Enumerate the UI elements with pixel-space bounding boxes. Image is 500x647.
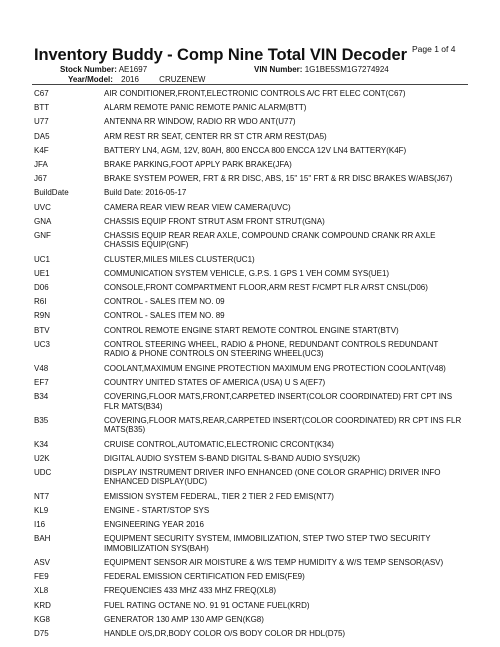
option-code: BuildDate — [34, 188, 69, 198]
option-description: ENGINE - START/STOP SYS — [104, 505, 210, 515]
option-description: CHASSIS EQUIP REAR REAR AXLE, COMPOUND CRANK COMPOUND CRANK RR AXLE CHASSIS EQUIP(GNF) — [104, 230, 436, 250]
option-code: B35 — [34, 415, 49, 425]
option-row — [34, 160, 474, 170]
option-code: NT7 — [34, 491, 50, 501]
option-code: JFA — [34, 159, 48, 169]
option-row — [34, 454, 474, 464]
year-value: 2016 — [121, 75, 139, 84]
option-row — [34, 146, 474, 156]
option-code: U77 — [34, 117, 49, 127]
vin-number-value: 1G1BE5SM1G7274924 — [304, 65, 389, 74]
model-value: CRUZENEW — [159, 75, 206, 84]
option-row — [34, 558, 474, 568]
option-code: D75 — [34, 628, 49, 638]
option-code: DA5 — [34, 131, 50, 141]
option-description: GENERATOR 130 AMP 130 AMP GEN(KG8) — [104, 614, 264, 624]
option-row — [34, 492, 474, 502]
option-row — [34, 572, 474, 582]
header-divider — [32, 84, 468, 85]
option-row — [34, 283, 474, 293]
option-description: BRAKE PARKING,FOOT APPLY PARK BRAKE(JFA) — [104, 159, 292, 169]
option-description: FUEL RATING OCTANE NO. 91 91 OCTANE FUEL(KRD) — [104, 600, 310, 610]
option-description: BRAKE SYSTEM POWER, FRT & RR DISC, ABS, 15" 15" FRT & RR DISC BRAKES W/ABS(J67) — [104, 174, 453, 184]
option-description: COVERING,FLOOR MATS,REAR,CARPETED INSERT(COLOR COORDINATED) RR CPT INS FLR MATS(B35) — [104, 415, 462, 435]
option-description: CHASSIS EQUIP FRONT STRUT ASM FRONT STRUT(GNA) — [104, 216, 325, 226]
option-description: AIR CONDITIONER,FRONT,ELECTRONIC CONTROLS A/C FRT ELEC CONT(C67) — [104, 89, 406, 98]
option-code: U2K — [34, 453, 50, 463]
option-row — [34, 132, 474, 142]
option-description: ENGINEERING YEAR 2016 — [104, 520, 204, 530]
stock-number — [60, 65, 147, 74]
option-description: DISPLAY INSTRUMENT DRIVER INFO ENHANCED (ONE COLOR GRAPHIC) DRIVER INFO ENHANCED DISPLAY(UDC) — [104, 467, 441, 487]
option-description: FREQUENCIES 433 MHZ 433 MHZ FREQ(XL8) — [104, 586, 277, 596]
option-description: ANTENNA RR WINDOW, RADIO RR WDO ANT(U77) — [104, 117, 296, 127]
option-code: UDC — [34, 467, 52, 477]
option-row — [34, 534, 474, 553]
option-row — [34, 378, 474, 388]
option-row — [34, 326, 474, 336]
option-row — [34, 231, 474, 250]
option-code: K34 — [34, 439, 49, 449]
option-row — [34, 297, 474, 307]
option-code: FE9 — [34, 572, 49, 582]
option-description: FEDERAL EMISSION CERTIFICATION FED EMIS(FE9) — [104, 572, 305, 582]
option-code: UC3 — [34, 339, 51, 349]
option-row — [34, 601, 474, 611]
option-description: CONTROL - SALES ITEM NO. 09 — [104, 297, 225, 307]
option-row — [34, 269, 474, 279]
option-row — [34, 364, 474, 374]
option-row — [34, 440, 474, 450]
option-row — [34, 468, 474, 487]
option-row — [34, 340, 474, 359]
option-row — [34, 117, 474, 127]
option-code: ASV — [34, 558, 51, 567]
option-code: D06 — [34, 283, 49, 293]
option-code: V48 — [34, 363, 49, 373]
option-row — [34, 416, 474, 435]
option-description: CAMERA REAR VIEW REAR VIEW CAMERA(UVC) — [104, 202, 291, 212]
option-description: DIGITAL AUDIO SYSTEM S-BAND DIGITAL S-BAND AUDIO SYS(U2K) — [104, 453, 361, 463]
option-code: BTV — [34, 325, 50, 335]
option-description: HANDLE O/S,DR,BODY COLOR O/S BODY COLOR DR HDL(D75) — [104, 628, 346, 638]
option-code: GNA — [34, 216, 52, 226]
option-description: CONTROL - SALES ITEM NO. 89 — [104, 311, 225, 321]
option-row — [34, 392, 474, 411]
option-code: J67 — [34, 174, 47, 184]
option-code: GNF — [34, 230, 51, 240]
option-description: EQUIPMENT SENSOR AIR MOISTURE & W/S TEMP HUMIDITY & W/S TEMP SENSOR(ASV) — [104, 558, 444, 567]
option-description: CLUSTER,MILES MILES CLUSTER(UC1) — [104, 254, 255, 264]
year-model — [68, 75, 205, 84]
option-code: C67 — [34, 89, 49, 98]
option-code: B34 — [34, 391, 49, 401]
option-row — [34, 615, 474, 625]
option-row — [34, 203, 474, 213]
year-model-label: Year/Model: — [68, 75, 113, 84]
option-row — [34, 506, 474, 516]
option-description: EMISSION SYSTEM FEDERAL, TIER 2 TIER 2 FED EMIS(NT7) — [104, 491, 334, 501]
option-description: Build Date: 2016-05-17 — [104, 188, 187, 198]
option-code: R9N — [34, 311, 51, 321]
vin-number-label: VIN Number: — [254, 65, 303, 74]
option-description: COUNTRY UNITED STATES OF AMERICA (USA) U S A(EF7) — [104, 377, 326, 387]
option-code: EF7 — [34, 377, 49, 387]
option-row — [34, 311, 474, 321]
option-code-list — [34, 89, 474, 643]
option-code: UC1 — [34, 254, 51, 264]
option-description: ALARM REMOTE PANIC REMOTE PANIC ALARM(BTT) — [104, 103, 307, 113]
option-code: BAH — [34, 534, 51, 544]
option-code: R6I — [34, 297, 47, 307]
option-description: EQUIPMENT SECURITY SYSTEM, IMMOBILIZATION, STEP TWO STEP TWO SECURITY IMMOBILIZATION SYS(BAH) — [104, 534, 431, 553]
option-description: COMMUNICATION SYSTEM VEHICLE, G.P.S. 1 GPS 1 VEH COMM SYS(UE1) — [104, 268, 390, 278]
option-code: KRD — [34, 600, 51, 610]
option-code: UVC — [34, 202, 51, 212]
option-row — [34, 217, 474, 227]
stock-number-value: AE1697 — [118, 65, 148, 74]
document-title: Inventory Buddy - Comp Nine Total VIN Decoder — [34, 46, 407, 64]
option-description: CRUISE CONTROL,AUTOMATIC,ELECTRONIC CRCONT(K34) — [104, 439, 334, 449]
stock-number-label: Stock Number: — [60, 65, 117, 74]
option-code: BTT — [34, 103, 50, 113]
option-description: CONTROL STEERING WHEEL, RADIO & PHONE, REDUNDANT CONTROLS REDUNDANT RADIO & PHONE CONTROLS ON STEERING WHEEL(UC3) — [104, 339, 439, 359]
option-row — [34, 629, 474, 639]
page-number: Page 1 of 4 — [412, 44, 456, 54]
option-code: UE1 — [34, 268, 50, 278]
option-row — [34, 520, 474, 530]
option-row — [34, 188, 474, 198]
option-description: COOLANT,MAXIMUM ENGINE PROTECTION MAXIMUM ENG PROTECTION COOLANT(V48) — [104, 363, 446, 373]
option-code: KL9 — [34, 505, 49, 515]
option-code: K4F — [34, 145, 49, 155]
option-code: XL8 — [34, 586, 49, 596]
option-description: BATTERY LN4, AGM, 12V, 80AH, 800 ENCCA 800 ENCCA 12V LN4 BATTERY(K4F) — [104, 145, 407, 155]
option-row — [34, 174, 474, 184]
option-description: CONSOLE,FRONT COMPARTMENT FLOOR,ARM REST F/CMPT FLR A/RST CNSL(D06) — [104, 283, 428, 293]
option-row — [34, 89, 474, 99]
option-row — [34, 586, 474, 596]
option-description: CONTROL REMOTE ENGINE START REMOTE CONTROL ENGINE START(BTV) — [104, 325, 399, 335]
option-code: KG8 — [34, 614, 51, 624]
vin-number — [254, 65, 389, 74]
option-row — [34, 103, 474, 113]
option-description: COVERING,FLOOR MATS,FRONT,CARPETED INSERT(COLOR COORDINATED) FRT CPT INS FLR MATS(B34) — [104, 391, 453, 411]
option-description: ARM REST RR SEAT, CENTER RR ST CTR ARM REST(DA5) — [104, 131, 327, 141]
option-code: I16 — [34, 520, 46, 530]
option-row — [34, 255, 474, 265]
